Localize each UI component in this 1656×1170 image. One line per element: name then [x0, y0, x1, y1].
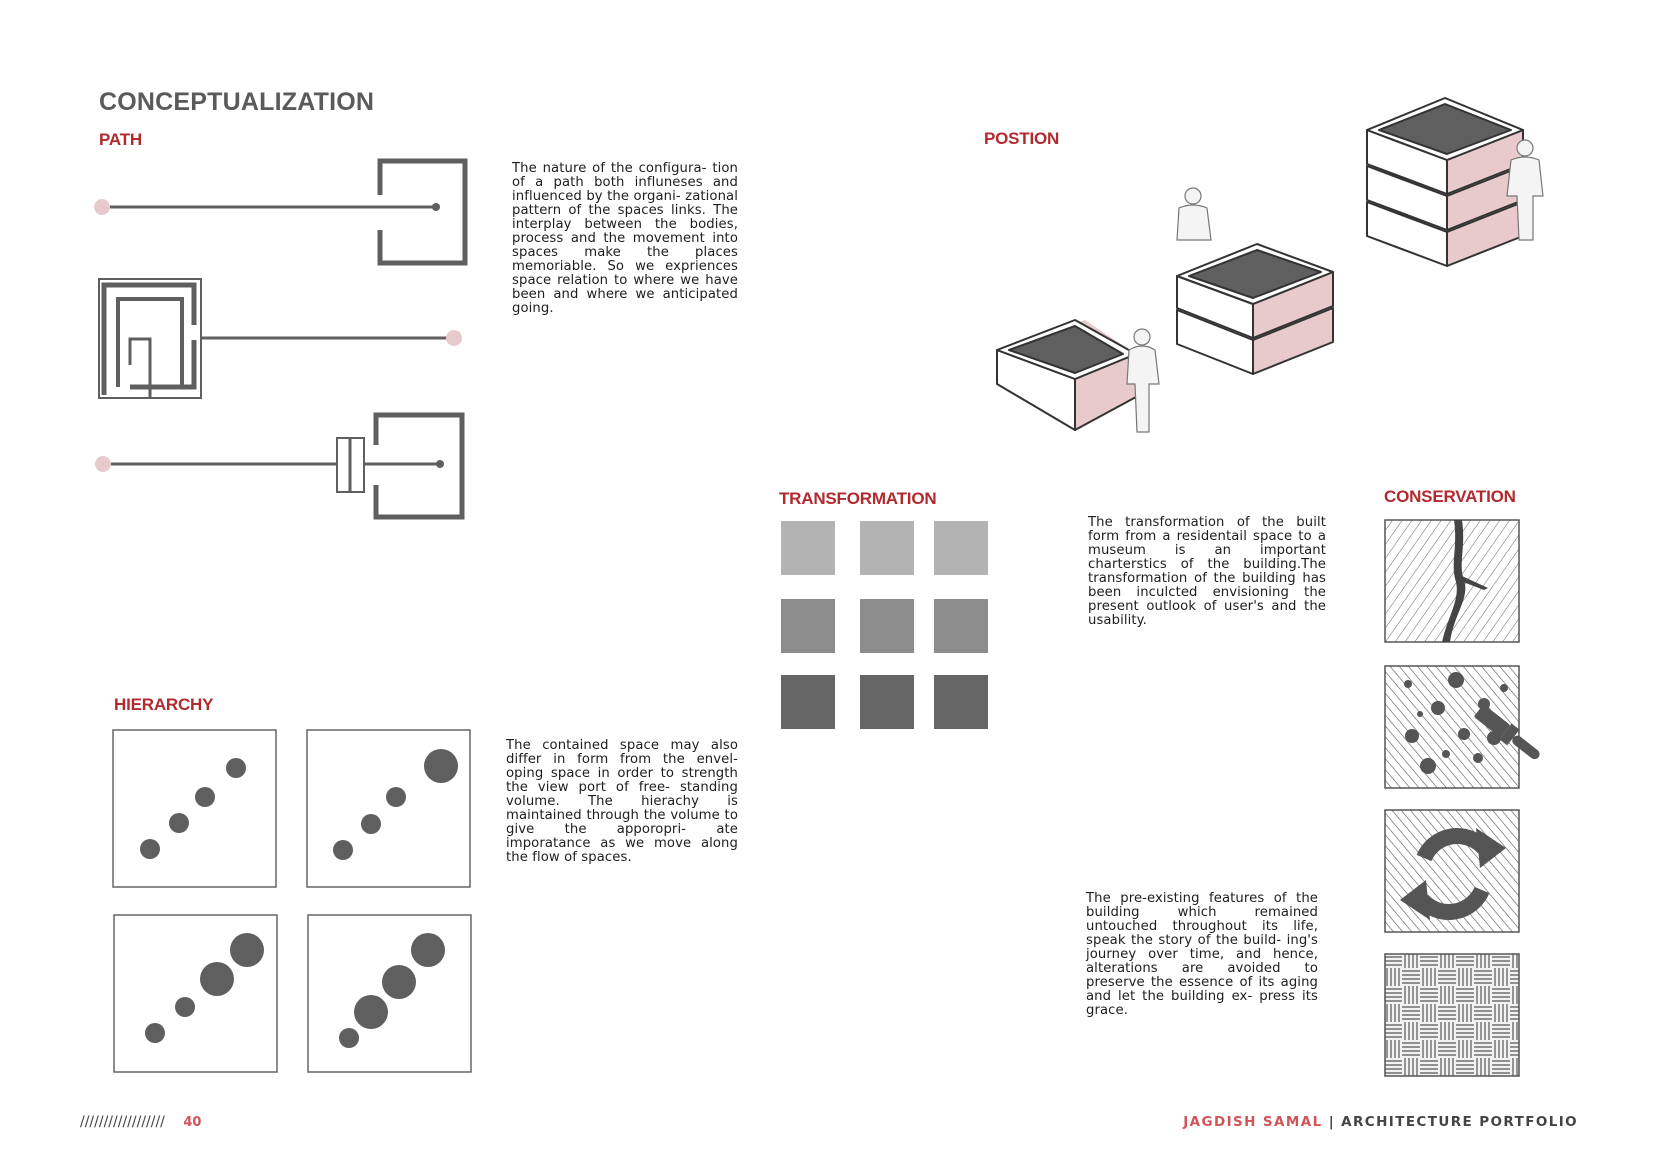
- hierarchy-box-3: [114, 915, 277, 1072]
- path-heading: PATH: [99, 130, 142, 149]
- page-title: CONCEPTUALIZATION: [99, 88, 375, 116]
- swatch-light: [934, 521, 988, 575]
- swatch-medium: [781, 599, 835, 653]
- hierarchy-heading: HIERARCHY: [114, 695, 214, 714]
- swatch-light: [781, 521, 835, 575]
- conservation-tiles: [1384, 518, 1564, 1078]
- transformation-text: The transformation of the built form from a residentail space to a museum is an important charterstics of the building.The transformation of the building has been inculcted envisioning the present outlook of user's and the usability.: [1088, 515, 1326, 628]
- position-diagram: [995, 92, 1555, 442]
- position-heading: POSTION: [984, 129, 1060, 148]
- cracked-texture-icon: [1385, 520, 1519, 642]
- path-text: The nature of the configura- tion of a path both influneses and influenced by the organi- zational pattern of the spaces links. The interplay between the bodies, process and the movement into spaces make the places memoriable. So we expriences space relation to where we have been and where we anticipated going.: [512, 161, 738, 316]
- swatch-medium: [934, 599, 988, 653]
- position-block-triple: [1367, 98, 1523, 266]
- swatch-light: [860, 521, 914, 575]
- footer-marks: //////////////////: [80, 1114, 165, 1130]
- swatch-dark: [781, 675, 835, 729]
- hierarchy-text: The contained space may also differ in form from the envel- oping space in order to strength the view port of free- standing volume. The hierachy is maintained through the volume to give the apporopri- ate imporatance as we move along the flow of spaces.: [506, 738, 738, 865]
- transformation-heading: TRANSFORMATION: [779, 489, 937, 508]
- hierarchy-box-2: [307, 730, 470, 887]
- person-figure-2: [1177, 188, 1211, 240]
- swatch-dark: [934, 675, 988, 729]
- path-diagram-1: [94, 161, 465, 263]
- person-figure-1: [1127, 329, 1159, 432]
- refresh-arrows-icon: [1385, 810, 1519, 932]
- hierarchy-box-4: [308, 915, 471, 1072]
- woven-texture-icon: [1385, 954, 1519, 1076]
- path-diagram: [90, 155, 480, 525]
- page-number: 40: [183, 1115, 202, 1130]
- author-name: JAGDISH SAMAL: [1183, 1114, 1323, 1130]
- footer-left: [80, 1114, 201, 1130]
- position-block-single: [997, 320, 1136, 430]
- path-diagram-3: [95, 415, 462, 517]
- swatch-medium: [860, 599, 914, 653]
- conservation-heading: CONSERVATION: [1384, 487, 1516, 506]
- conservation-text: The pre-existing features of the building which remained untouched throughout its life, speak the story of the build- ing's journey over time, and hence, alterations are avoided to preserve the essence of its aging and let the building ex- press its grace.: [1086, 891, 1318, 1018]
- position-block-double: [1177, 244, 1333, 374]
- footer-right: [1183, 1114, 1578, 1130]
- portfolio-label: | ARCHITECTURE PORTFOLIO: [1328, 1114, 1578, 1130]
- hierarchy-box-1: [113, 730, 276, 887]
- path-diagram-2: [99, 279, 462, 398]
- hierarchy-diagram: [112, 728, 482, 1078]
- swatch-dark: [860, 675, 914, 729]
- paint-brush-texture-icon: [1385, 666, 1545, 788]
